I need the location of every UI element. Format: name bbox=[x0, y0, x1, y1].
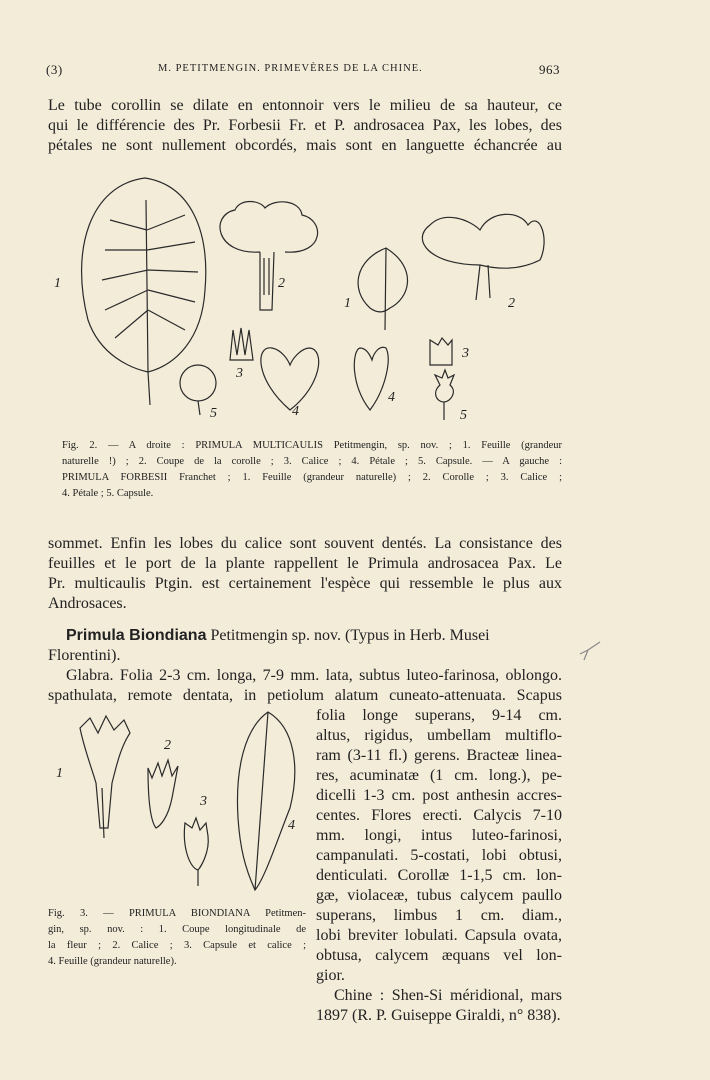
fig2-label-5-left: 5 bbox=[210, 406, 217, 421]
diagnosis-line-2: spathulata, remote dentata, in petiolum alatum cuneato-attenuata. Scapus bbox=[48, 687, 562, 704]
diagnosis-col-line-7: mm. longi, intus luteo-farinosi, bbox=[316, 827, 562, 844]
locality-line-1: Chine : Shen-Si méridional, mars bbox=[334, 987, 562, 1004]
fig2-caption-line-1: Fig. 2. — A droite : PRIMULA MULTICAULIS Petitmengin, sp. nov. ; 1. Feuille (grandeur bbox=[62, 440, 562, 451]
diagnosis-col-line-3: ram (3-11 fl.) gerens. Bracteæ linea- bbox=[316, 747, 562, 764]
intro-line-2: qui le différencie des Pr. Forbesii Fr. et P. androsacea Pax, les lobes, des bbox=[48, 117, 562, 134]
fig2-label-2-right: 2 bbox=[508, 296, 515, 311]
capsule-drawing-left bbox=[180, 365, 216, 401]
body-line-1: sommet. Enfin les lobes du calice sont souvent dentés. La consistance des bbox=[48, 535, 562, 552]
species-heading-line-2: Florentini). bbox=[48, 647, 121, 664]
fig2-label-4-left: 4 bbox=[292, 404, 299, 419]
diagnosis-col-line-11: superans, limbus 1 cm. diam., bbox=[316, 907, 562, 924]
fig2-caption-line-3: PRIMULA FORBESII Franchet ; 1. Feuille (grandeur naturelle) ; 2. Corolle ; 3. Calice ; bbox=[62, 472, 562, 483]
capsule-drawing-right bbox=[435, 370, 454, 402]
body-line-3: Pr. multicaulis Ptgin. est certainement l'espèce qui ressemble le plus aux bbox=[48, 575, 562, 592]
diagnosis-col-line-5: dicelli 1-3 cm. post anthesin accres- bbox=[316, 787, 562, 804]
species-heading bbox=[66, 626, 562, 646]
locality-line-2: 1897 (R. P. Guiseppe Giraldi, n° 838). bbox=[316, 1007, 561, 1024]
fig3-caption-line-1: Fig. 3. — PRIMULA BIONDIANA Petitmen- bbox=[48, 908, 306, 919]
fig2-caption-line-2: naturelle !) ; 2. Coupe de la corolle ; 3. Calice ; 4. Pétale ; 5. Capsule. — A gauche : bbox=[62, 456, 562, 467]
diagnosis-col-line-14: gior. bbox=[316, 967, 345, 984]
page-number: 963 bbox=[539, 62, 560, 77]
fig2-label-5-right: 5 bbox=[460, 408, 467, 423]
diagnosis-col-line-9: denticulati. Corollæ 1-1,5 cm. lon- bbox=[316, 867, 562, 884]
fig2-label-1-right: 1 bbox=[344, 296, 351, 311]
fig3-caption-line-2: gin, sp. nov. : 1. Coupe longitudinale de bbox=[48, 924, 306, 935]
leaf-large-drawing bbox=[82, 178, 206, 372]
fig3-caption-line-3: la fleur ; 2. Calice ; 3. Capsule et calice ; bbox=[48, 940, 306, 951]
species-name: Primula Biondiana bbox=[66, 627, 207, 644]
body-line-4: Androsaces. bbox=[48, 595, 127, 612]
intro-line-3: pétales ne sont nullement obcordés, mais sont en languette échancrée au bbox=[48, 137, 562, 154]
diagnosis-col-line-10: gæ, violaceæ, tubus calycem paullo bbox=[316, 887, 562, 904]
fig3-label-2: 2 bbox=[164, 738, 171, 753]
petal-drawing-left bbox=[261, 348, 319, 410]
corolla-drawing-right bbox=[422, 214, 544, 268]
petal-drawing-right bbox=[354, 347, 388, 410]
fig2-caption-line-4: 4. Pétale ; 5. Capsule. bbox=[62, 488, 154, 499]
diagnosis-col-line-12: lobi breviter lobulati. Capsula ovata, bbox=[316, 927, 562, 944]
header-title: M. PETITMENGIN. PRIMEVÈRES DE LA CHINE. bbox=[158, 63, 423, 74]
body-line-2: feuilles et le port de la plante rappellent le Primula androsacea Pax. Le bbox=[48, 555, 562, 572]
diagnosis-col-line-6: centes. Flores erecti. Calycis 7-10 bbox=[316, 807, 562, 824]
species-heading-rest: Petitmengin sp. nov. (Typus in Herb. Musei bbox=[206, 627, 490, 644]
calyx-drawing-left bbox=[230, 328, 253, 360]
flower-section-drawing bbox=[80, 716, 130, 828]
diagnosis-col-line-1: folia longe superans, 9-14 cm. bbox=[316, 707, 562, 724]
diagnosis-col-line-2: altus, rigidus, umbellam multiflo- bbox=[316, 727, 562, 744]
fig3-label-4: 4 bbox=[288, 818, 295, 833]
diagnosis-col-line-13: obtusa, calycem æquans vel lon- bbox=[316, 947, 562, 964]
corolla-section-drawing bbox=[220, 202, 318, 253]
diagnosis-col-line-8: campanulati. 5-costati, lobi obtusi, bbox=[316, 847, 562, 864]
leaf-small-drawing bbox=[358, 248, 407, 312]
fig3-label-1: 1 bbox=[56, 766, 63, 781]
fig2-label-3-left: 3 bbox=[236, 366, 243, 381]
fig2-label-1-left: 1 bbox=[54, 276, 61, 291]
diagnosis-line-1: Glabra. Folia 2-3 cm. longa, 7-9 mm. lata, subtus luteo-farinosa, oblongo. bbox=[66, 667, 562, 684]
header-page-ref: (3) bbox=[46, 62, 63, 77]
fig2-label-3-right: 3 bbox=[462, 346, 469, 361]
fig3-caption-line-4: 4. Feuille (grandeur naturelle). bbox=[48, 956, 177, 967]
fig2-label-4-right: 4 bbox=[388, 390, 395, 405]
diagnosis-col-line-4: res, acuminatæ (1 cm. long.), pe- bbox=[316, 767, 562, 784]
figure-2-illustration bbox=[50, 170, 560, 430]
capsule-calyx-drawing bbox=[184, 818, 208, 870]
calyx-drawing bbox=[148, 760, 178, 828]
intro-line-1: Le tube corollin se dilate en entonnoir vers le milieu de sa hauteur, ce bbox=[48, 97, 562, 114]
pencil-mark bbox=[578, 638, 602, 662]
figure-3-illustration bbox=[50, 708, 310, 898]
calyx-drawing-right bbox=[430, 338, 452, 365]
fig2-label-2-left: 2 bbox=[278, 276, 285, 291]
fig3-label-3: 3 bbox=[200, 794, 207, 809]
